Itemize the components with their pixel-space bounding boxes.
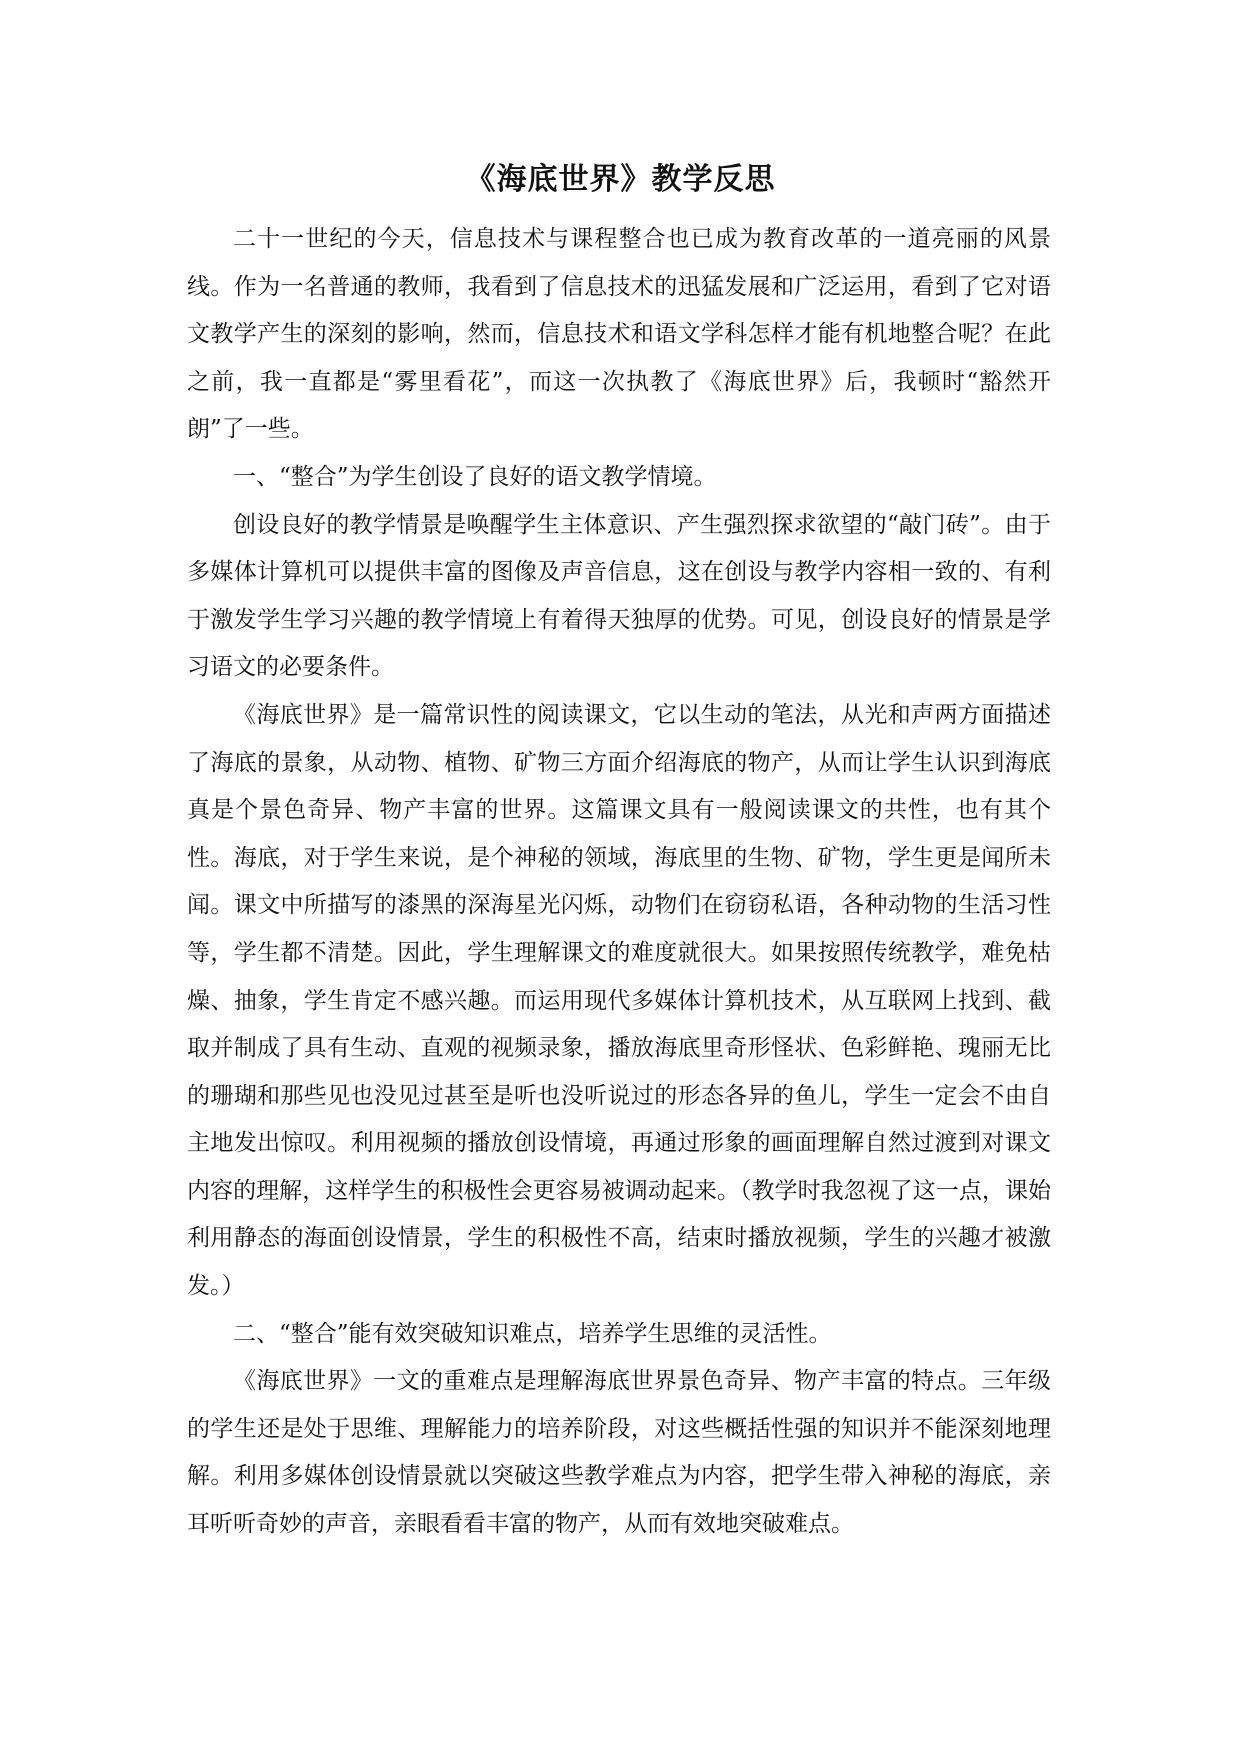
document-body: [187, 216, 1051, 1549]
paragraph-intro: 二十一世纪的今天，信息技术与课程整合也已成为教育改革的一道亮丽的风景线。作为一名普通的教师，我看到了信息技术的迅猛发展和广泛运用，看到了它对语文教学产生的深刻的影响，然而，信息技术和语文学科怎样才能有机地整合呢？在此之前，我一直都是“雾里看花”，而这一次执教了《海底世界》后，我顿时“豁然开朗”了一些。: [187, 226, 1051, 443]
paragraph-section-1-b: 《海底世界》是一篇常识性的阅读课文，它以生动的笔法，从光和声两方面描述了海底的景象，从动物、植物、矿物三方面介绍海底的物产，从而让学生认识到海底真是个景色奇异、物产丰富的世界。这篇课文具有一般阅读课文的共性，也有其个性。海底，对于学生来说，是个神秘的领域，海底里的生物、矿物，学生更是闻所未闻。课文中所描写的漆黑的深海星光闪烁，动物们在窃窃私语，各种动物的生活习性等，学生都不清楚。因此，学生理解课文的难度就很大。如果按照传统教学，难免枯燥、抽象，学生肯定不感兴趣。而运用现代多媒体计算机技术，从互联网上找到、截取并制成了具有生动、直观的视频录象，播放海底里奇形怪状、色彩鲜艳、瑰丽无比的珊瑚和那些见也没见过甚至是听也没听说过的形态各异的鱼儿，学生一定会不由自主地发出惊叹。利用视频的播放创设情境，再通过形象的画面理解自然过渡到对课文内容的理解，这样学生的积极性会更容易被调动起来。（教学时我忽视了这一点，课始利用静态的海面创设情景，学生的积极性不高，结束时播放视频，学生的兴趣才被激发。）: [187, 701, 1051, 1300]
section-heading-1: 一、“整合”为学生创设了良好的语文教学情境。: [233, 463, 717, 490]
document-title: 《海底世界》教学反思: [465, 162, 776, 197]
section-heading-2: 二、“整合”能有效突破知识难点，培养学生思维的灵活性。: [233, 1320, 832, 1347]
paragraph-section-1-a: 创设良好的教学情景是唤醒学生主体意识、产生强烈探求欲望的“敲门砖”。由于多媒体计算机可以提供丰富的图像及声音信息，这在创设与教学内容相一致的、有利于激发学生学习兴趣的教学情境上有着得天独厚的优势。可见，创设良好的情景是学习语文的必要条件。: [187, 511, 1051, 681]
paragraph-section-2-a: 《海底世界》一文的重难点是理解海底世界景色奇异、物产丰富的特点。三年级的学生还是处于思维、理解能力的培养阶段，对这些概括性强的知识并不能深刻地理解。利用多媒体创设情景就以突破这些教学难点为内容，把学生带入神秘的海底，亲耳听听奇妙的声音，亲眼看看丰富的物产，从而有效地突破难点。: [187, 1368, 1051, 1538]
